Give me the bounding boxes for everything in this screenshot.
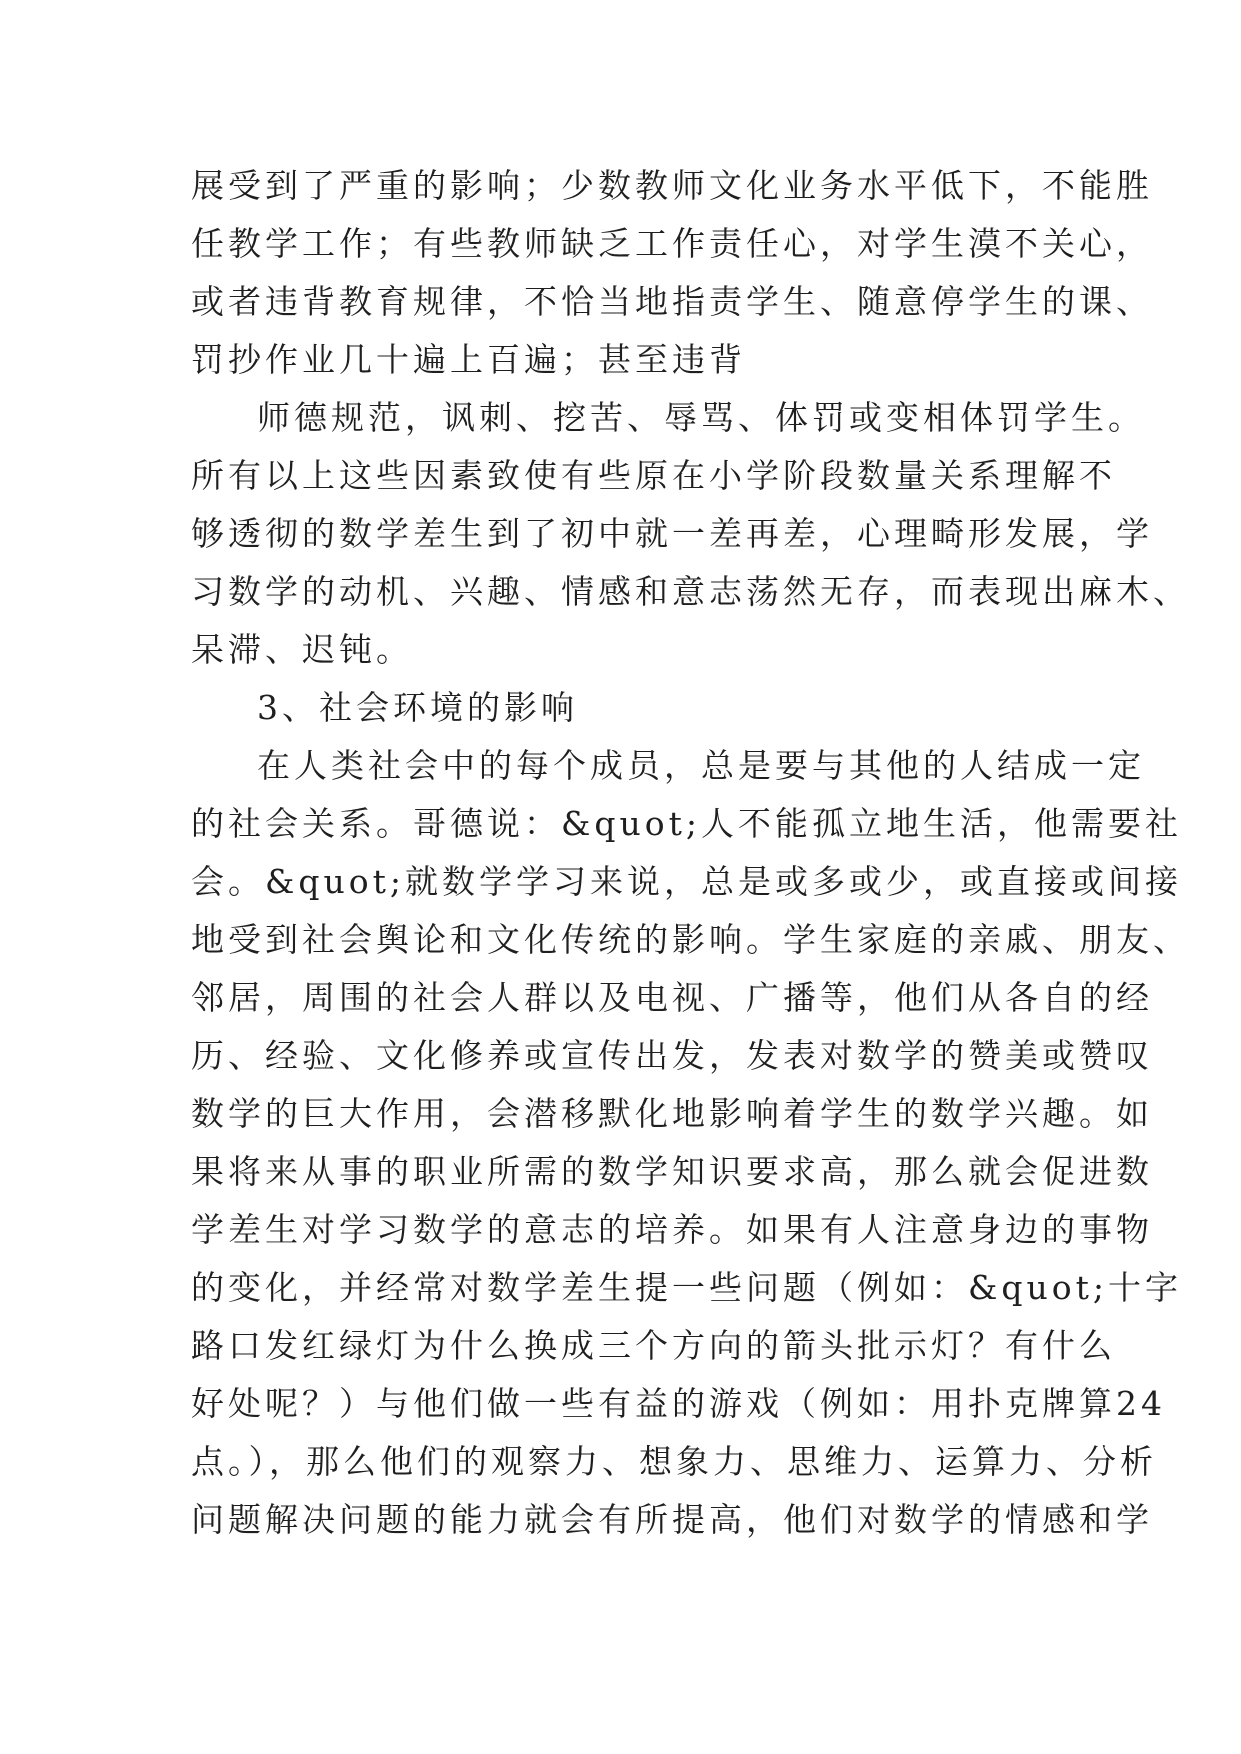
text-line: 地受到社会舆论和文化传统的影响。学生家庭的亲戚、朋友、 (191, 920, 1190, 959)
text-line: 邻居，周围的社会人群以及电视、广播等，他们从各自的经 (191, 978, 1153, 1017)
text-line: 的社会关系。哥德说：&quot;人不能孤立地生活，他需要社 (191, 804, 1182, 843)
body-text (191, 157, 1190, 1549)
text-line: 学差生对学习数学的意志的培养。如果有人注意身边的事物 (191, 1210, 1153, 1249)
text-line: 点。），那么他们的观察力、想象力、思维力、运算力、分析 (191, 1442, 1157, 1481)
text-line: 会。&quot;就数学学习来说，总是或多或少，或直接或间接 (191, 862, 1182, 901)
text-line: 所有以上这些因素致使有些原在小学阶段数量关系理解不 (191, 456, 1116, 495)
paragraph-first-line: 师德规范，讽刺、挖苦、辱骂、体罚或变相体罚学生。 (257, 398, 1145, 437)
text-line: 历、经验、文化修养或宣传出发，发表对数学的赞美或赞叹 (191, 1036, 1153, 1075)
paragraph-first-line: 在人类社会中的每个成员，总是要与其他的人结成一定 (257, 746, 1145, 785)
text-line: 数学的巨大作用，会潜移默化地影响着学生的数学兴趣。如 (191, 1094, 1153, 1133)
text-line: 好处呢？）与他们做一些有益的游戏（例如：用扑克牌算24 (191, 1384, 1166, 1423)
text-line: 任教学工作；有些教师缺乏工作责任心，对学生漠不关心， (191, 224, 1153, 263)
text-line: 或者违背教育规律，不恰当地指责学生、随意停学生的课、 (191, 282, 1153, 321)
text-line: 罚抄作业几十遍上百遍；甚至违背 (191, 340, 746, 379)
section-heading: 3、社会环境的影响 (257, 688, 578, 727)
text-line: 路口发红绿灯为什么换成三个方向的箭头批示灯？有什么 (191, 1326, 1116, 1365)
text-line: 的变化，并经常对数学差生提一些问题（例如：&quot;十字 (191, 1268, 1182, 1307)
text-line: 展受到了严重的影响；少数教师文化业务水平低下，不能胜 (191, 166, 1153, 205)
text-line: 问题解决问题的能力就会有所提高，他们对数学的情感和学 (191, 1500, 1153, 1539)
text-line: 果将来从事的职业所需的数学知识要求高，那么就会促进数 (191, 1152, 1153, 1191)
text-line: 够透彻的数学差生到了初中就一差再差，心理畸形发展，学 (191, 514, 1153, 553)
text-line: 习数学的动机、兴趣、情感和意志荡然无存，而表现出麻木、 (191, 572, 1190, 611)
text-line: 呆滞、迟钝。 (191, 630, 413, 669)
